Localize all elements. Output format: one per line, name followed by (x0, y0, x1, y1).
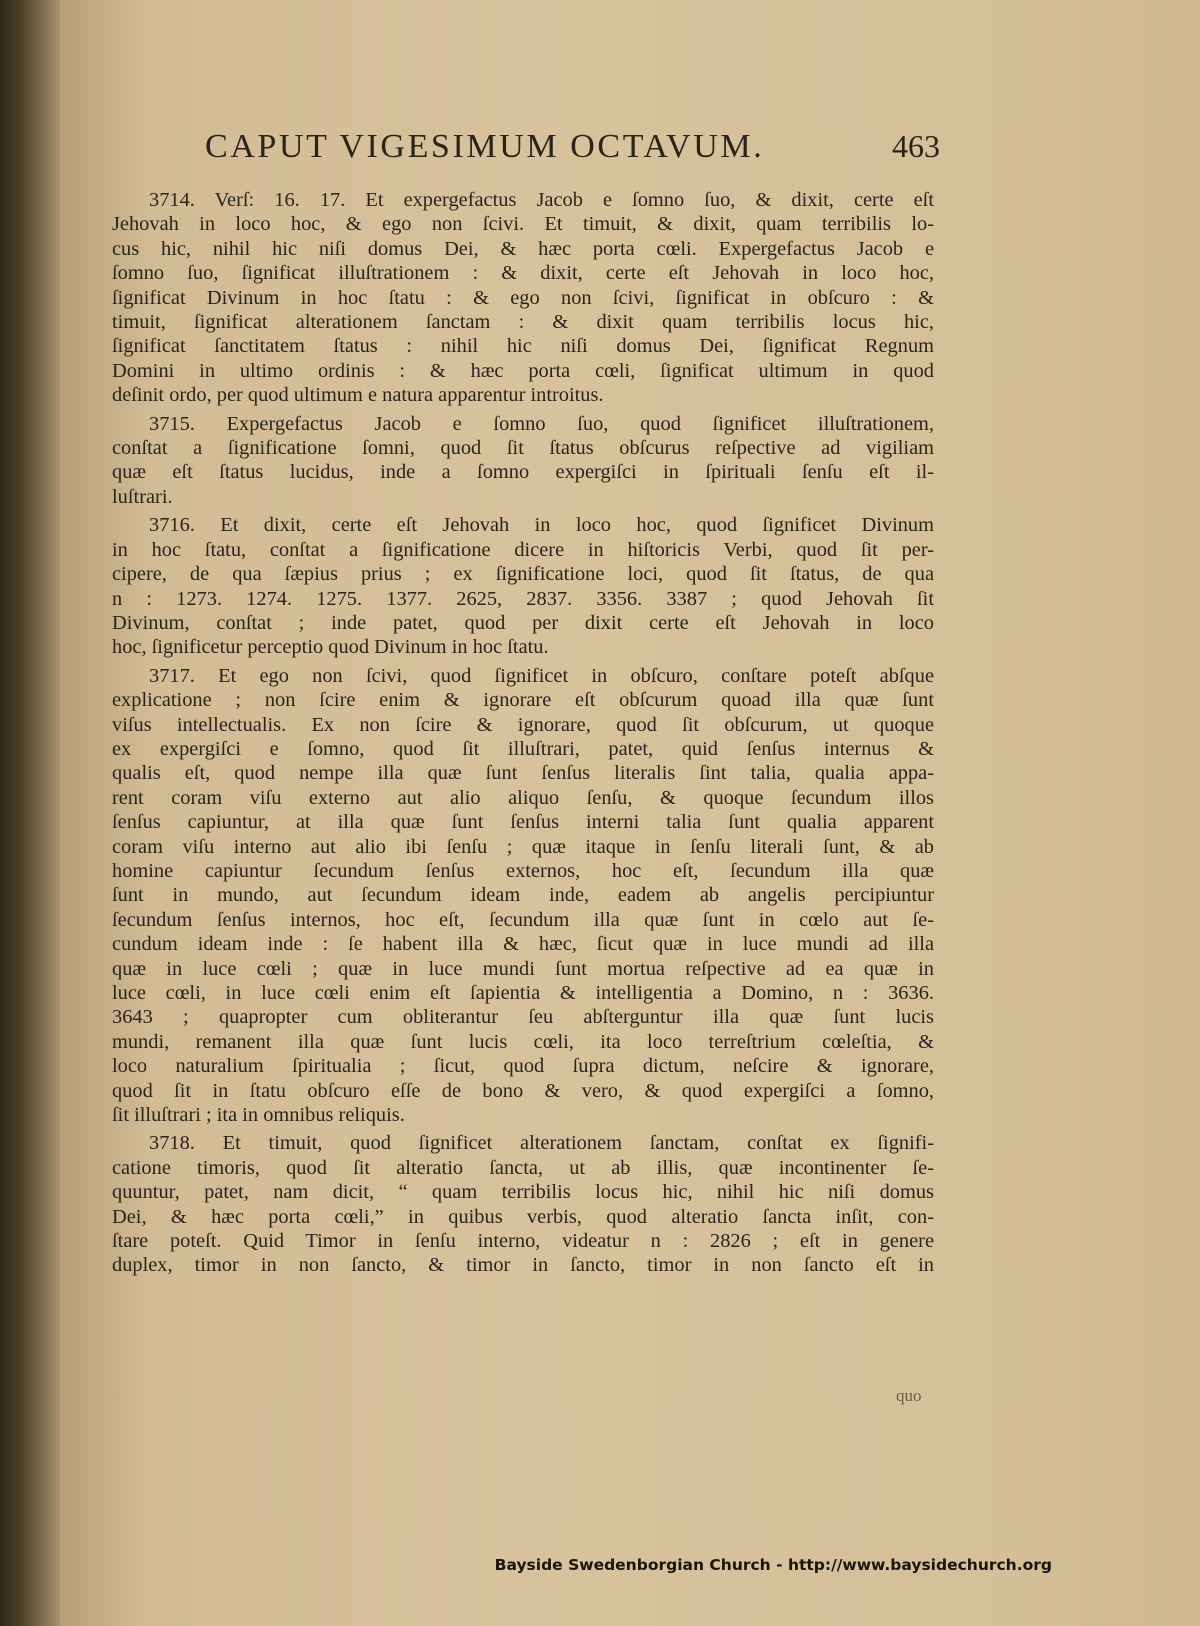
text-line: luſtrari. (112, 485, 173, 508)
text-line: ſenſus capiuntur, at illa quæ ſunt ſenſus interni talia ſunt qualia apparent (112, 811, 934, 834)
text-line: n : 1273. 1274. 1275. 1377. 2625, 2837. 3356. 3387 ; quod Jehovah ſit (112, 587, 934, 610)
running-title: CAPUT VIGESIMUM OCTAVUM. (205, 128, 765, 165)
text-line: homine capiuntur ſecundum ſenſus externos, hoc eſt, ſecundum illa quæ (112, 859, 934, 882)
text-line: 3714. Verſ: 16. 17. Et expergefactus Jacob e ſomno ſuo, & dixit, certe eſt (149, 189, 934, 211)
text-line: explicatione ; non ſcire enim & ignorare eſt obſcurum quoad illa quæ ſunt (112, 689, 934, 712)
text-line: ſignificat ſanctitatem ſtatus : nihil hic niſi domus Dei, ſignificat Regnum (112, 335, 934, 358)
text-line: qualis eſt, quod nempe illa quæ ſunt ſenſus literalis ſint talia, qualia appa- (112, 762, 934, 785)
text-line: ſunt in mundo, aut ſecundum ideam inde, eadem ab angelis percipiuntur (112, 884, 934, 907)
text-line: 3717. Et ego non ſcivi, quod ſignificet in obſcuro, conſtare poteſt abſque (149, 664, 934, 687)
text-line: in hoc ſtatu, conſtat a ſignificatione dicere in hiſtoricis Verbi, quod ſit per- (112, 538, 934, 561)
footer-credit: Bayside Swedenborgian Church - http://www.baysidechurch.org (494, 1556, 1052, 1574)
text-line: Divinum, conſtat ; inde patet, quod per dixit certe eſt Jehovah in loco (112, 611, 934, 634)
text-line: Domini in ultimo ordinis : & hæc porta cœli, ſignificat ultimum in quod (112, 359, 934, 382)
text-line: ſomno ſuo, ſignificat illuſtrationem : & dixit, certe eſt Jehovah in loco hoc, (112, 262, 934, 285)
text-line: quod ſit in ſtatu obſcuro eſſe de bono & vero, & quod expergiſci a ſomno, (112, 1079, 934, 1102)
page-number: 463 (892, 128, 940, 164)
text-line: conſtat a ſignificatione ſomni, quod ſit ſtatus obſcurus reſpective ad vigiliam (112, 437, 934, 460)
text-line: ſit illuſtrari ; ita in omnibus reliquis. (112, 1104, 405, 1127)
text-line: Jehovah in loco hoc, & ego non ſcivi. Et timuit, & dixit, quam terribilis lo- (112, 213, 934, 236)
text-line: 3643 ; quapropter cum obliterantur ſeu abſterguntur illa quæ ſunt lucis (112, 1006, 934, 1029)
text-line: viſus intellectualis. Ex non ſcire & ignorare, quod ſit obſcurum, ut quoque (112, 713, 934, 736)
text-line: cipere, de qua ſæpius prius ; ex ſignificatione loci, quod ſit ſtatus, de qua (112, 563, 934, 586)
text-line: ſtare poteſt. Quid Timor in ſenſu interno, videatur n : 2826 ; eſt in genere (112, 1230, 934, 1253)
catchword: quo (896, 1386, 922, 1405)
text-line: timuit, ſignificat alterationem ſanctam : & dixit quam terribilis locus hic, (112, 311, 934, 334)
body-text (112, 188, 934, 1278)
text-line: 3716. Et dixit, certe eſt Jehovah in loco hoc, quod ſignificet Divinum (149, 514, 934, 537)
text-line: rent coram viſu externo aut alio aliquo ſenſu, & quoque ſecundum illos (112, 786, 934, 809)
text-line: duplex, timor in non ſancto, & timor in ſancto, timor in non ſancto eſt in (112, 1254, 934, 1277)
text-line: mundi, remanent illa quæ ſunt lucis cœli, ita loco terreſtrium cœleſtia, & (112, 1030, 934, 1053)
text-line: Dei, & hæc porta cœli,” in quibus verbis, quod alteratio ſancta inſit, con- (112, 1205, 934, 1228)
text-line: deſinit ordo, per quod ultimum e natura apparentur introitus. (112, 384, 604, 407)
text-line: quæ in luce cœli ; quæ in luce mundi ſunt mortua reſpective ad ea quæ in (112, 957, 934, 980)
text-line: ſignificat Divinum in hoc ſtatu : & ego non ſcivi, ſignificat in obſcuro : & (112, 286, 934, 309)
text-line: ex expergiſci e ſomno, quod ſit illuſtrari, patet, quid ſenſus internus & (112, 737, 934, 760)
text-line: quuntur, patet, nam dicit, “ quam terribilis locus hic, nihil hic niſi domus (112, 1181, 934, 1204)
text-line: 3715. Expergefactus Jacob e ſomno ſuo, quod ſignificet illuſtrationem, (149, 412, 934, 435)
text-line: catione timoris, quod ſit alteratio ſancta, ut ab illis, quæ incontinenter ſe- (112, 1156, 934, 1179)
text-line: hoc, ſignificetur perceptio quod Divinum in hoc ſtatu. (112, 636, 549, 659)
page-header (205, 128, 940, 178)
text-line: quæ eſt ſtatus lucidus, inde a ſomno expergiſci in ſpirituali ſenſu eſt il- (112, 461, 934, 484)
text-line: luce cœli, in luce cœli enim eſt ſapientia & intelligentia a Domino, n : 3636. (112, 982, 934, 1004)
text-line: 3718. Et timuit, quod ſignificet alterationem ſanctam, conſtat ex ſignifi- (149, 1132, 934, 1155)
text-line: cundum ideam inde : ſe habent illa & hæc, ſicut quæ in luce mundi ad illa (112, 933, 934, 956)
text-line: ſecundum ſenſus internos, hoc eſt, ſecundum illa quæ ſunt in cœlo aut ſe- (112, 908, 934, 931)
text-line: coram viſu interno aut alio ibi ſenſu ; quæ itaque in ſenſu literali ſunt, & ab (112, 835, 934, 858)
text-line: loco naturalium ſpiritualia ; ſicut, quod ſupra dictum, neſcire & ignorare, (112, 1055, 934, 1078)
text-line: cus hic, nihil hic niſi domus Dei, & hæc porta cœli. Expergefactus Jacob e (112, 237, 934, 260)
